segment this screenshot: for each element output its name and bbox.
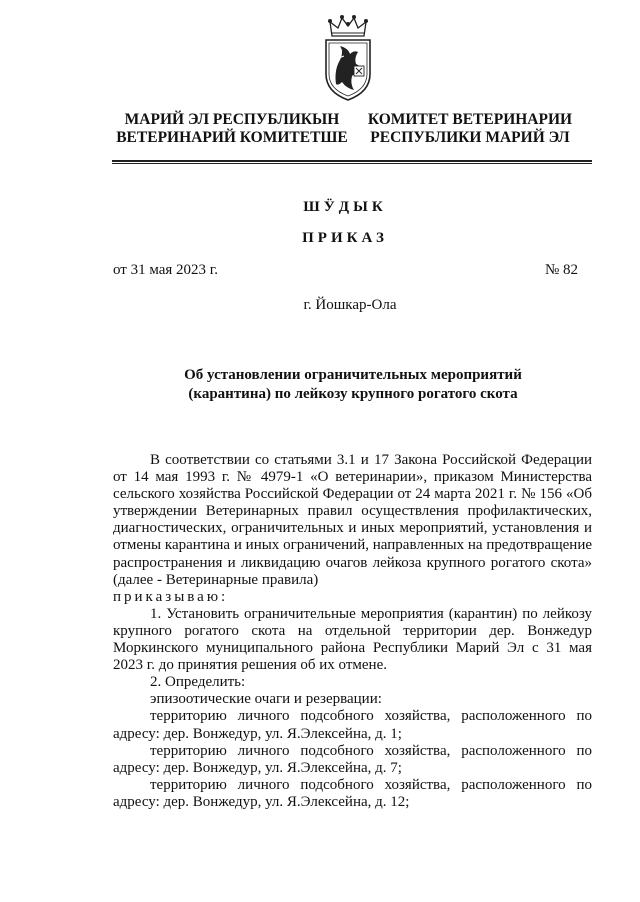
focus-item: территорию личного подсобного хозяйства, расположенного по адресу: дер. Вонжедур, ул. Я.Элексейна, д. 1;	[113, 708, 592, 742]
coat-of-arms-icon	[318, 14, 378, 104]
agency-name-mari	[92, 111, 372, 147]
order-item-2: 2. Определить:	[150, 674, 246, 691]
agency-line: МАРИЙ ЭЛ РЕСПУБЛИКЫН	[124, 111, 340, 128]
document-subject	[113, 366, 593, 404]
header-divider-thin	[112, 163, 592, 164]
document-city: г. Йошкар-Ола	[303, 297, 397, 313]
document-type-russian: ПРИКАЗ	[302, 230, 388, 246]
document-type-mari: ШӰДЫК	[303, 199, 387, 215]
preamble-paragraph: В соответствии со статьями 3.1 и 17 Закона Российской Федерации от 14 мая 1993 г. № 4979-1 «О ветеринарии», приказом Министерства сельского хозяйства Российской Федерации от 24 марта 2021 г. № 156 «Об утверждении Ветеринарных правил осуществления профилактических, диагностических, ограничительных и иных мероприятий, установления и отмены карантина и иных ограничений, направленных на предотвращение распространения и ликвидацию очагов лейкоза крупного рогатого скота» (далее - Ветеринарные правила)	[113, 452, 592, 588]
document-date: от 31 мая 2023 г.	[113, 262, 219, 278]
order-item-1: 1. Установить ограничительные мероприятия (карантин) по лейкозу крупного рогатого скота на отдельной территории дер. Вонжедур Моркинского муниципального района Республики Марий Эл с 31 мая 2023 г. до принятия решения об их отмене.	[113, 605, 592, 674]
foci-heading: эпизоотические очаги и резервации:	[150, 691, 382, 708]
document-number: № 82	[545, 262, 579, 278]
focus-item: территорию личного подсобного хозяйства, расположенного по адресу: дер. Вонжедур, ул. Я.Элексейна, д. 12;	[113, 776, 592, 810]
order-word: приказываю:	[113, 588, 229, 605]
subject-line: (карантина) по лейкозу крупного рогатого скота	[188, 386, 518, 402]
document-body	[113, 452, 592, 811]
subject-line: Об установлении ограничительных мероприятий	[184, 367, 522, 383]
focus-item: территорию личного подсобного хозяйства, расположенного по адресу: дер. Вонжедур, ул. Я.Элексейна, д. 7;	[113, 742, 592, 776]
agency-line: КОМИТЕТ ВЕТЕРИНАРИИ	[367, 111, 573, 128]
header-divider	[112, 160, 592, 162]
agency-line: ВЕТЕРИНАРИЙ КОМИТЕТШЕ	[116, 129, 348, 146]
agency-name-russian	[352, 111, 588, 147]
agency-line: РЕСПУБЛИКИ МАРИЙ ЭЛ	[370, 129, 570, 146]
